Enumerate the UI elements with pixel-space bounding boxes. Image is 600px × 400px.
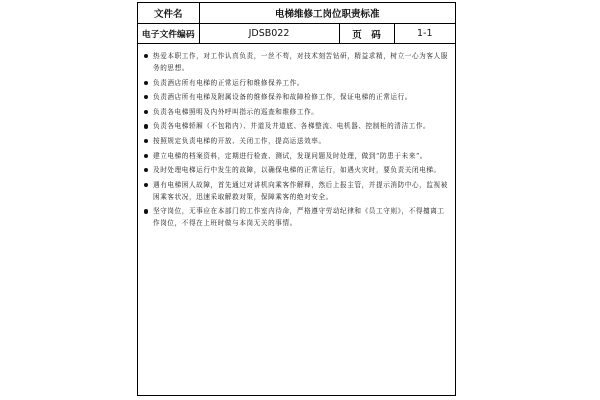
- item-text: 负责酒店所有电梯及附属设备的维修保养和故障检修工作，保证电梯的正常运行。: [153, 93, 412, 102]
- bullet-icon: [144, 54, 148, 58]
- item-text: 热爱本职工作，对工作认真负责，一丝不苟，对技术刻苦钻研，精益求精，树立一心为客人服务的思想。: [153, 52, 448, 72]
- list-item: [144, 77, 449, 89]
- item-text: 负责酒店所有电梯的正常运行和维修保养工作。: [153, 78, 305, 87]
- bullet-icon: [144, 139, 148, 143]
- bullet-icon: [144, 110, 148, 114]
- document-title: 电梯维修工岗位职责标准: [199, 3, 455, 24]
- header-row-filename: [138, 3, 455, 24]
- item-text: 负责各电梯照明及内外呼叫指示的巡查和维修工作。: [153, 107, 319, 116]
- list-item: [144, 135, 449, 147]
- page-value: 1-1: [394, 24, 455, 44]
- item-text: 遇有电梯困人故障，首先通过对讲机向乘客作解释，然后上报主管，并提示消防中心，监视被困乘客状况，迅速采取解救对策，保障乘客的绝对安全。: [153, 180, 448, 201]
- code-label: 电子文件编码: [138, 24, 199, 44]
- code-value: JDSB022: [199, 24, 339, 44]
- filename-label: 文件名: [138, 3, 199, 24]
- bullet-icon: [144, 154, 148, 158]
- bullet-icon: [144, 81, 148, 85]
- item-text: 按照规定负责电梯的开放、关闭工作，提高运送效率。: [153, 136, 326, 145]
- list-item: [144, 205, 449, 229]
- duties-list: [138, 44, 455, 229]
- list-item: [144, 106, 449, 118]
- list-item: [144, 91, 449, 103]
- bullet-icon: [144, 209, 148, 213]
- list-item: [144, 150, 449, 162]
- bullet-icon: [144, 124, 148, 128]
- item-text: 坚守岗位，无事应在本部门的工作室内待命，严格遵守劳动纪律和《员工守则》，不得擅离工作岗位，不得在上班时做与本岗无关的事情。: [153, 207, 445, 228]
- item-text: 负责各电梯轿厢（不包箱内）、井道及井道底、各梯整流、电机器、控制柜的清洁工作。: [153, 122, 431, 131]
- list-item: [144, 179, 449, 203]
- list-item: [144, 120, 449, 132]
- list-item: [144, 50, 449, 74]
- list-item: [144, 164, 449, 176]
- document-sheet: [137, 2, 456, 396]
- bullet-icon: [144, 95, 148, 99]
- page-label: 页 码: [339, 24, 394, 44]
- item-text: 建立电梯的档案资料，定期进行检查、测试，发现问题及时处理，做到“防患于未来”。: [153, 151, 428, 160]
- header-row-code: [138, 24, 455, 44]
- item-text: 及时处理电梯运行中发生的故障，以确保电梯的正常运行，如遇火灾时，要负责关闭电梯。: [153, 166, 441, 175]
- bullet-icon: [144, 168, 148, 172]
- header-table: [138, 3, 455, 44]
- bullet-icon: [144, 183, 148, 187]
